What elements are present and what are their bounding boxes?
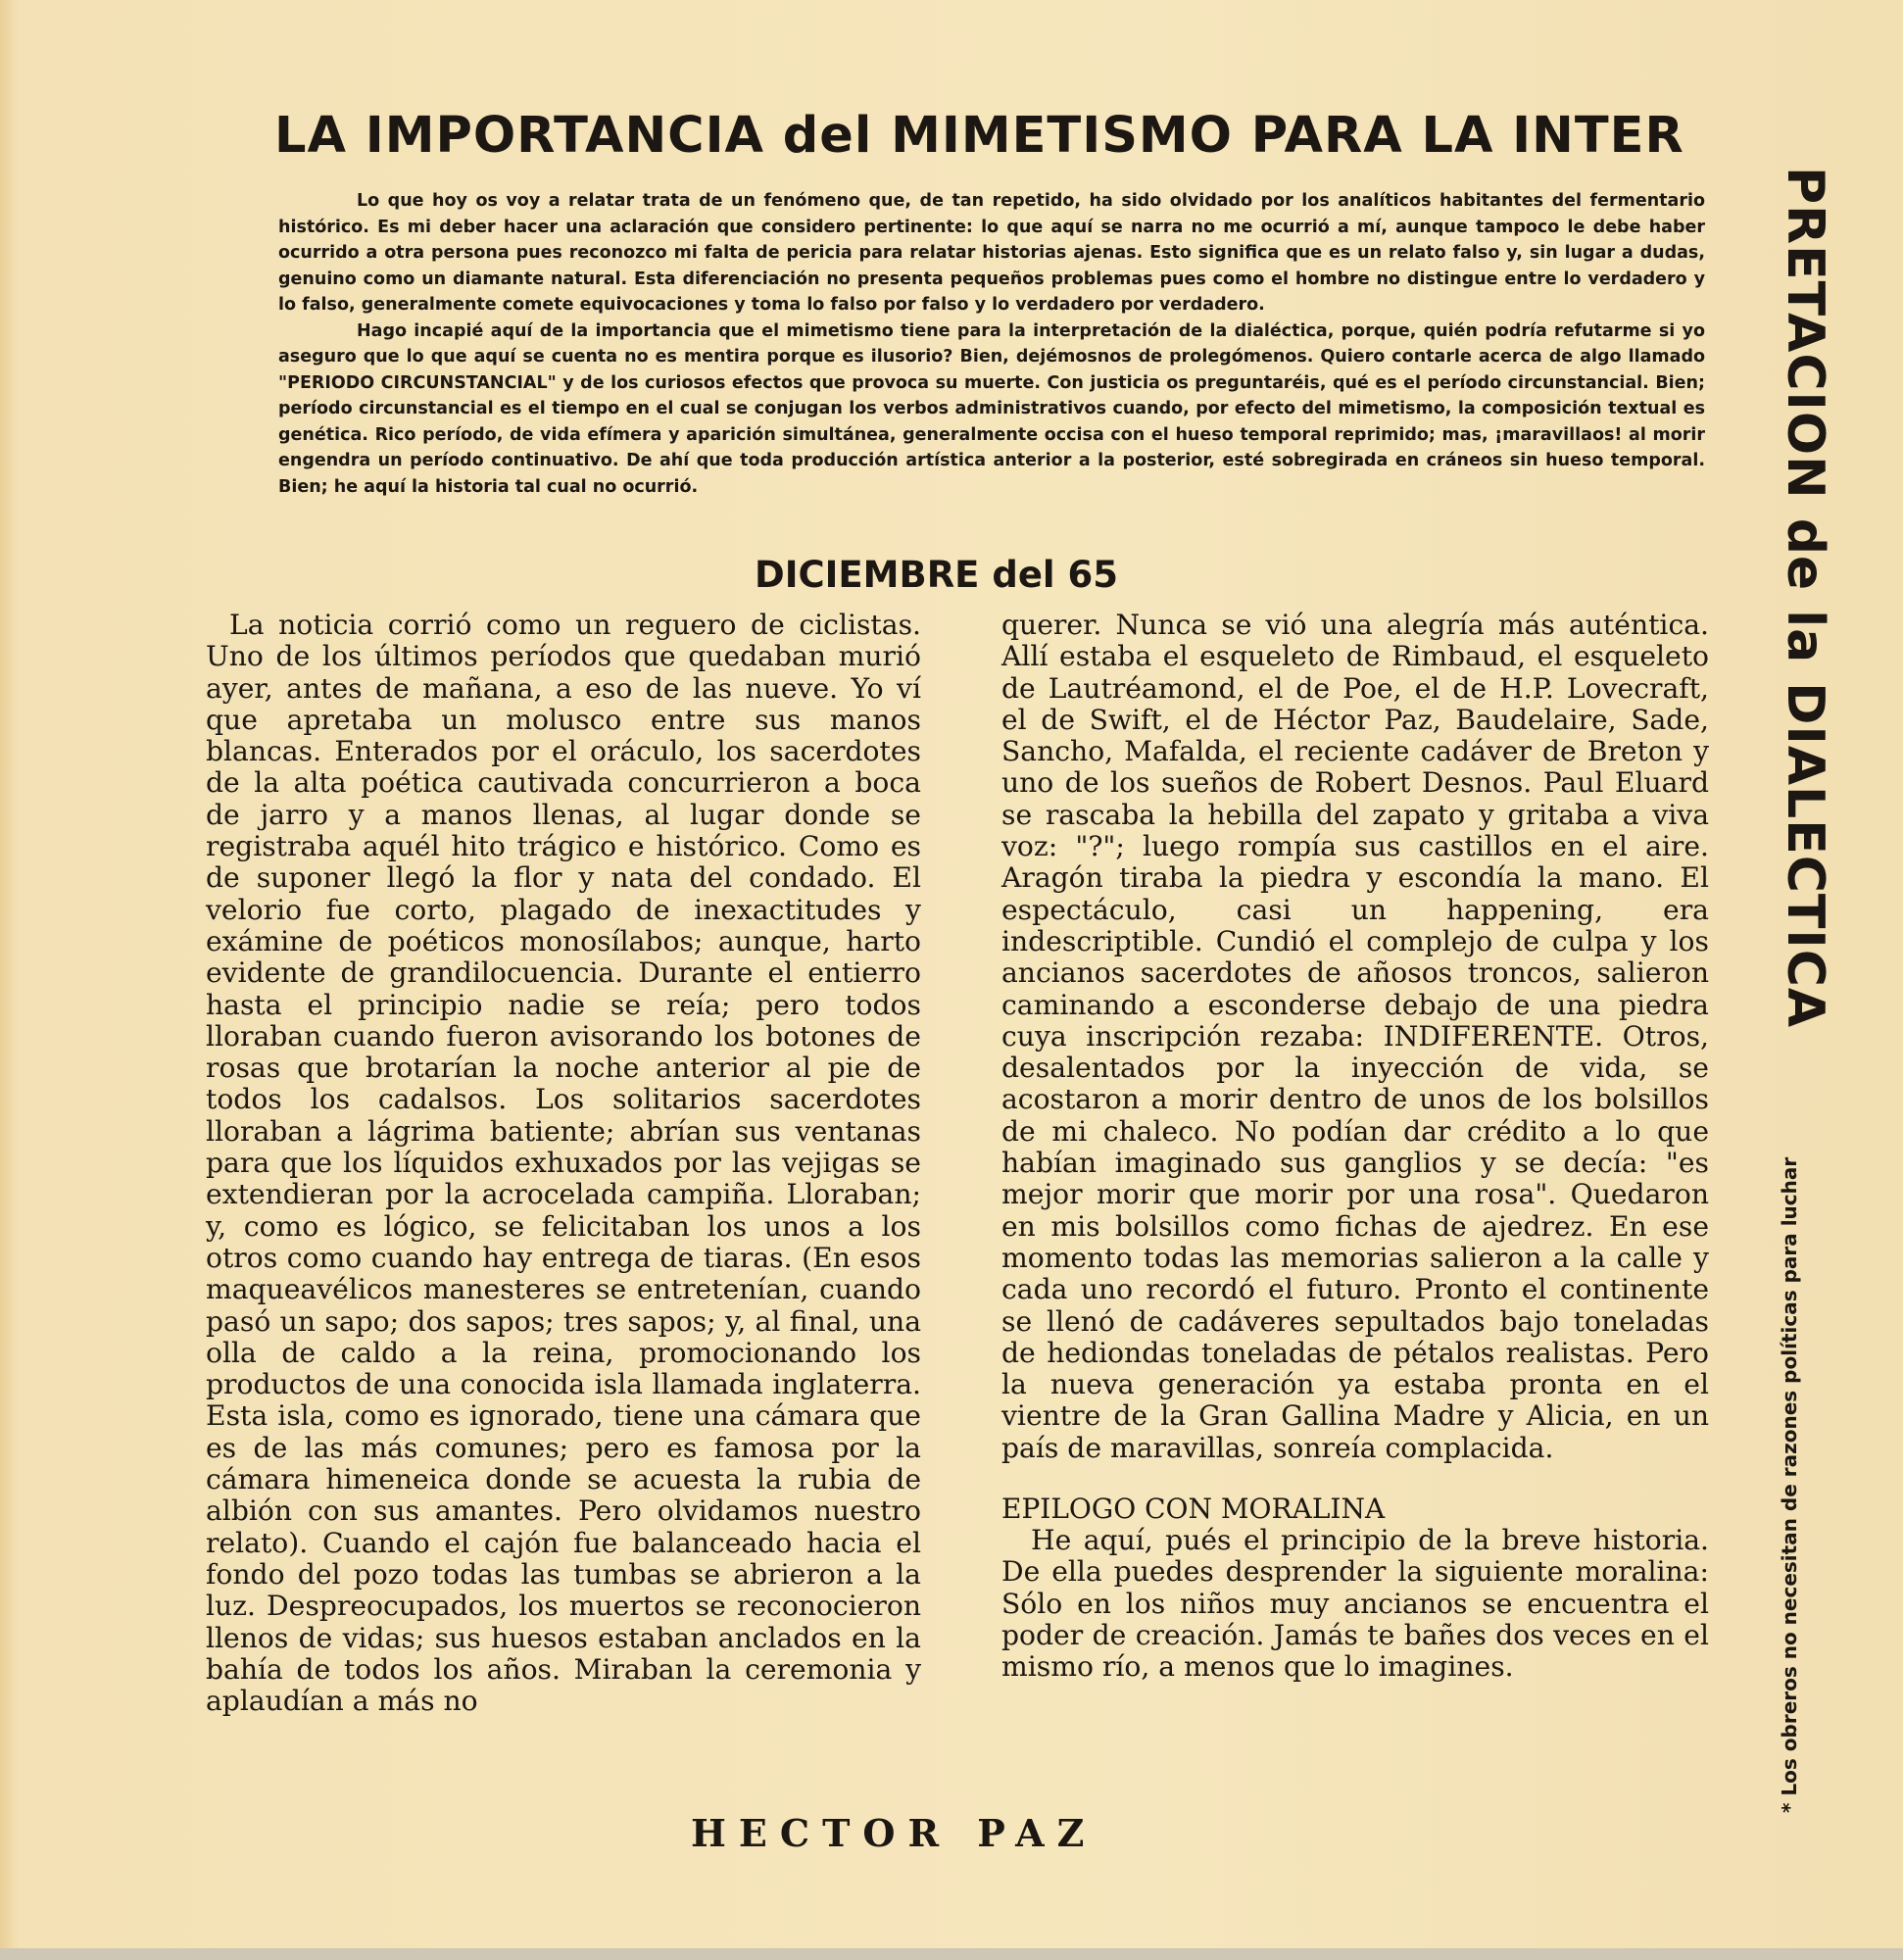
- body-column-right: [1001, 610, 1709, 1684]
- body-paragraph-left: La noticia corrió como un reguero de ciclistas. Uno de los últimos períodos que quedaban murió ayer, antes de mañana, a eso de las nueve. Yo ví que apretaba un molusco entre sus manos blancas. Enterados por el oráculo, los sacerdotes de la alta poética cautivada concurrieron a boca de jarro y a manos llenas, al lugar donde se registraba aquél hito trágico e histórico. Como es de suponer llegó la flor y nata del condado. El velorio fue corto, plagado de inexactitudes y exámine de poéticos monosílabos; aunque, harto evidente de grandilocuencia. Durante el entierro hasta el principio nadie se reía; pero todos lloraban cuando fueron avisorando los botones de rosas que brotarían la noche anterior al pie de todos los cadalsos. Los solitarios sacerdotes lloraban a lágrima batiente; abrían sus ventanas para que los líquidos exhuxados por las vejigas se extendieran por la acrocelada campiña. Lloraban; y, como es lógico, se felicitaban los unos a los otros como cuando hay entrega de tiaras. (En esos maqueavélicos manesteres se entretenían, cuando pasó un sapo; dos sapos; tres sapos; y, al final, una olla de caldo a la reina, promocionando los productos de una conocida isla llamada inglaterra. Esta isla, como es ignorado, tiene una cámara que es de las más comunes; pero es famosa por la cámara himeneica donde se acuesta la rubia de albión con sus amantes. Pero olvidamos nuestro relato). Cuando el cajón fue balanceado hacia el fondo del pozo todas las tumbas se abrieron a la luz. Despreocupados, los muertos se reconocieron llenos de vidas; sus huesos estaban anclados en la bahía de todos los años. Miraban la ceremonia y aplaudían a más no: [206, 609, 921, 1718]
- intro-section: [278, 188, 1705, 500]
- body-paragraph-right: querer. Nunca se vió una alegría más auténtica. Allí estaba el esqueleto de Rimbaud, el esqueleto de Lautréamond, el de Poe, el de H.P. Lovecraft, el de Swift, el de Héctor Paz, Baudelaire, Sade, Sancho, Mafalda, el reciente cadáver de Breton y uno de los sueños de Robert Desnos. Paul Eluard se rascaba la hebilla del zapato y gritaba a viva voz: "?"; luego rompía sus castillos en el aire. Aragón tiraba la piedra y escondía la mano. El espectáculo, casi un happening, era indescriptible. Cundió el complejo de culpa y los ancianos sacerdotes de añosos troncos, salieron caminando a esconderse debajo de una piedra cuya inscripción rezaba: INDIFERENTE. Otros, desalentados por la inyección de vida, se acostaron a morir dentro de unos de los bolsillos de mi chaleco. No podían dar crédito a lo que habían imaginado sus ganglios y se decía: "es mejor morir que morir por una rosa". Quedaron en mis bolsillos como fichas de ajedrez. En ese momento todas las memorias salieron a la calle y cada uno recordó el futuro. Pronto el continente se llenó de cadáveres sepultados bajo toneladas de hediondas toneladas de pétalos realistas. Pero la nueva generación ya estaba pronta en el vientre de la Gran Gallina Madre y Alicia, en un país de maravillas, sonreía complacida.: [1001, 609, 1709, 1464]
- body-column-left: [206, 610, 921, 1717]
- author-signature: HECTOR PAZ: [691, 1811, 1098, 1855]
- intro-paragraph-1: Lo que hoy os voy a relatar trata de un fenómeno que, de tan repetido, ha sido olvidado por los analíticos habitantes del fermentario histórico. Es mi deber hacer una aclaración que considero pertinente: lo que aquí se narra no me ocurrió a mí, aunque tampoco le debe haber ocurrido a otra persona pues reconozco mi falta de pericia para relatar historias ajenas. Esto significa que es un relato falso y, sin lugar a dudas, genuino como un diamante natural. Esta diferenciación no presenta pequeños problemas pues como el hombre no distingue entre lo verdadero y lo falso, generalmente comete equivocaciones y toma lo falso por falso y lo verdadero por verdadero.: [278, 191, 1705, 315]
- scan-bottom-edge: [0, 1948, 1903, 1960]
- intro-paragraph-2: Hago incapié aquí de la importancia que el mimetismo tiene para la interpretación de la dialéctica, porque, quién podría refutarme si yo aseguro que lo que aquí se cuenta no es mentira porque es ilusorio? Bien, dejémosnos de prolegómenos. Quiero contarle acerca de algo llamado "PERIODO CIRCUNSTANCIAL" y de los curiosos efectos que provoca su muerte. Con justicia os preguntaréis, qué es el período circunstancial. Bien; período circunstancial es el tiempo en el cual se conjugan los verbos administrativos cuando, por efecto del mimetismo, la composición textual es genética. Rico período, de vida efímera y aparición simultánea, generalmente occisa con el hueso temporal reprimido; mas, ¡maravillaos! al morir engendra un período continuativo. De ahí que toda producción artística anterior a la posterior, esté sobregirada en cráneos sin hueso temporal. Bien; he aquí la historia tal cual no ocurrió.: [278, 320, 1705, 497]
- epilogue-paragraph: He aquí, pués el principio de la breve historia. De ella puedes desprender la siguiente moralina: Sólo en los niños muy ancianos se encuentra el poder de creación. Jamás te bañes dos veces en el mismo río, a menos que lo imagines.: [1001, 1524, 1709, 1684]
- section-subtitle: DICIEMBRE del 65: [755, 554, 1118, 596]
- article-title-vertical: PRETACION de la DIALECTICA: [1776, 167, 1834, 1029]
- article-title: LA IMPORTANCIA del MIMETISMO PARA LA INTER: [274, 107, 1684, 165]
- side-note: [1772, 1156, 1807, 1813]
- epilogue-heading: EPILOGO CON MORALINA: [1001, 1493, 1386, 1526]
- side-note-text: * Los obreros no necesitan de razones políticas para luchar: [1778, 1156, 1801, 1813]
